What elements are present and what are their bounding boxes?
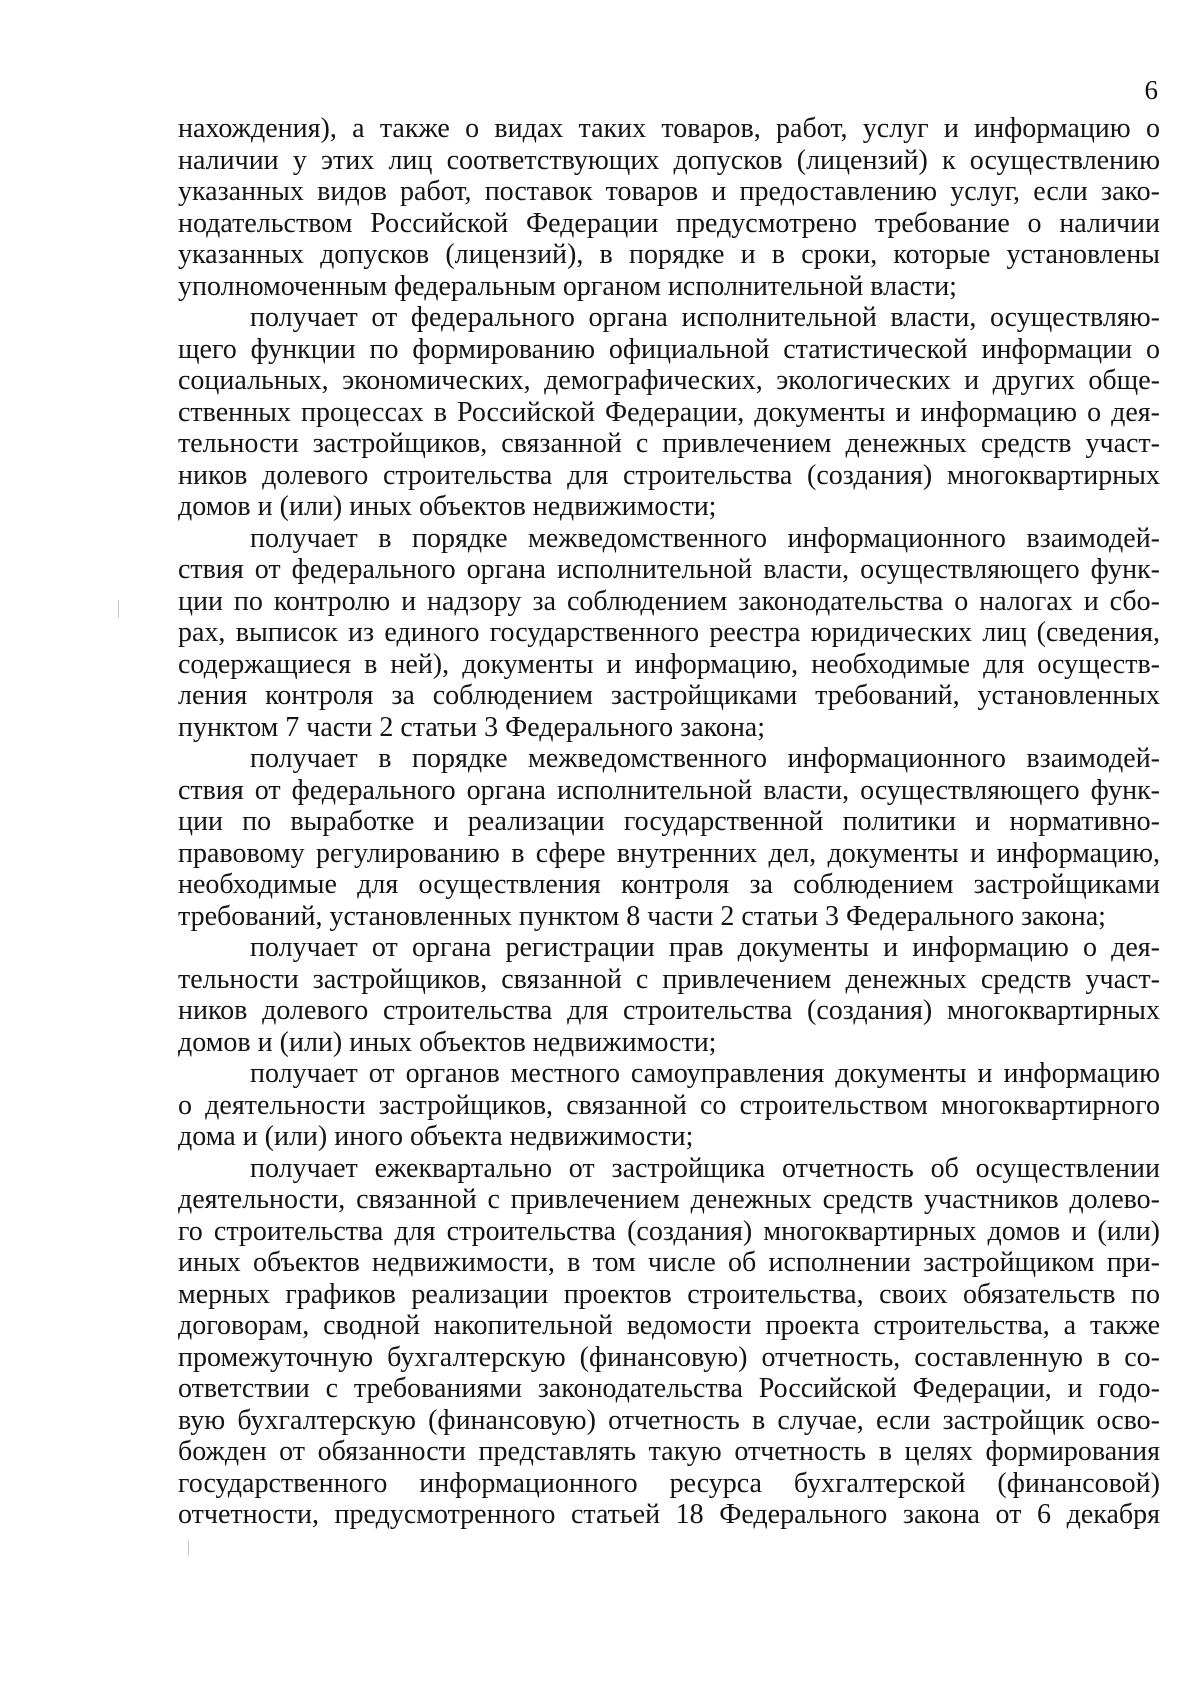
page-number: 6 [1144,75,1158,105]
text-line: деятельности, связанной с привлечением денежных средств участников долево- [178,1184,1160,1215]
text-line: промежуточную бухгалтерскую (финансовую) отчетность, составленную в со- [178,1341,1160,1373]
document-body [178,113,1160,1531]
text-line: указанных видов работ, поставок товаров и предоставлению услуг, если зако- [178,176,1160,207]
text-line: ствия от федерального органа исполнительной власти, осуществляющего функ- [178,774,1160,806]
text-line: государственного информационного ресурса бухгалтерской (финансовой) [178,1467,1160,1499]
text-line: получает в порядке межведомственного информационного взаимодей- [250,522,1160,554]
text-line: ствия от федерального органа исполнительной власти, осуществляющего функ- [178,554,1160,585]
text-line: указанных допусков (лицензий), в порядке и в сроки, которые установлены [178,239,1160,270]
text-line: получает от органа регистрации прав документы и информацию о дея- [250,932,1160,963]
text-line: правовому регулированию в сфере внутренних дел, документы и информацию, [178,837,1160,869]
text-line: божден от обязанности представлять такую отчетность в целях формирования [178,1436,1160,1467]
text-line: щего функции по формированию официальной статистической информации о [178,333,1160,365]
text-line: рах, выписок из единого государственного реестра юридических лиц (сведения, [178,617,1160,648]
text-line: ственных процессах в Российской Федерации, документы и информацию о дея- [178,396,1160,428]
text-line: ления контроля за соблюдением застройщиками требований, установленных [178,680,1160,711]
text-line: тельности застройщиков, связанной с привлечением денежных средств участ- [178,963,1160,995]
text-line: требований, установленных пунктом 8 части 2 статьи 3 Федерального закона; [178,900,1106,932]
text-line: домов и (или) иных объектов недвижимости; [178,491,717,522]
text-line: о деятельности застройщиков, связанной со строительством многоквартирного [178,1089,1160,1121]
text-line: ников долевого строительства для строительства (создания) многоквартирных [178,459,1160,491]
text-line: нодательством Российской Федерации предусмотрено требование о наличии [178,207,1160,239]
text-line: получает от федерального органа исполнительной власти, осуществляю- [250,302,1160,333]
text-line: иных объектов недвижимости, в том числе об исполнении застройщиком при- [178,1247,1160,1278]
text-line: го строительства для строительства (создания) многоквартирных домов и (или) [178,1215,1160,1247]
text-line: социальных, экономических, демографических, экологических и других обще- [178,365,1160,396]
text-line: тельности застройщиков, связанной с привлечением денежных средств участ- [178,428,1160,459]
text-line: пунктом 7 части 2 статьи 3 Федерального закона; [178,711,766,743]
text-line: нахождения), а также о видах таких товаров, работ, услуг и информацию о [178,113,1160,144]
text-line: получает в порядке межведомственного информационного взаимодей- [250,743,1160,774]
text-line: дома и (или) иного объекта недвижимости; [178,1121,694,1152]
text-line: наличии у этих лиц соответствующих допусков (лицензий) к осуществлению [178,144,1160,176]
text-line: ников долевого строительства для строительства (создания) многоквартирных [178,995,1160,1026]
text-line: договорам, сводной накопительной ведомости проекта строительства, а также [178,1310,1160,1341]
text-line: содержащиеся в ней), документы и информацию, необходимые для осуществ- [178,648,1160,680]
text-line: вую бухгалтерскую (финансовую) отчетность в случае, если застройщик осво- [178,1404,1160,1436]
text-line: необходимые для осуществления контроля за соблюдением застройщиками [178,869,1160,900]
text-line: уполномоченным федеральным органом исполнительной власти; [178,270,957,302]
text-line: ции по выработке и реализации государственной политики и нормативно- [178,806,1160,837]
text-line: ции по контролю и надзору за соблюдением законодательства о налогах и сбо- [178,585,1160,617]
text-line: отчетности, предусмотренного статьей 18 Федерального закона от 6 декабря [178,1499,1160,1530]
text-line: ответствии с требованиями законодательства Российской Федерации, и годо- [178,1373,1160,1404]
text-line: мерных графиков реализации проектов строительства, своих обязательств по [178,1278,1160,1310]
scan-artifact [188,1540,189,1556]
scan-artifact [118,600,119,618]
text-line: домов и (или) иных объектов недвижимости; [178,1026,717,1058]
text-line: получает от органов местного самоуправления документы и информацию [250,1058,1160,1089]
text-line: получает ежеквартально от застройщика отчетность об осуществлении [250,1152,1160,1184]
